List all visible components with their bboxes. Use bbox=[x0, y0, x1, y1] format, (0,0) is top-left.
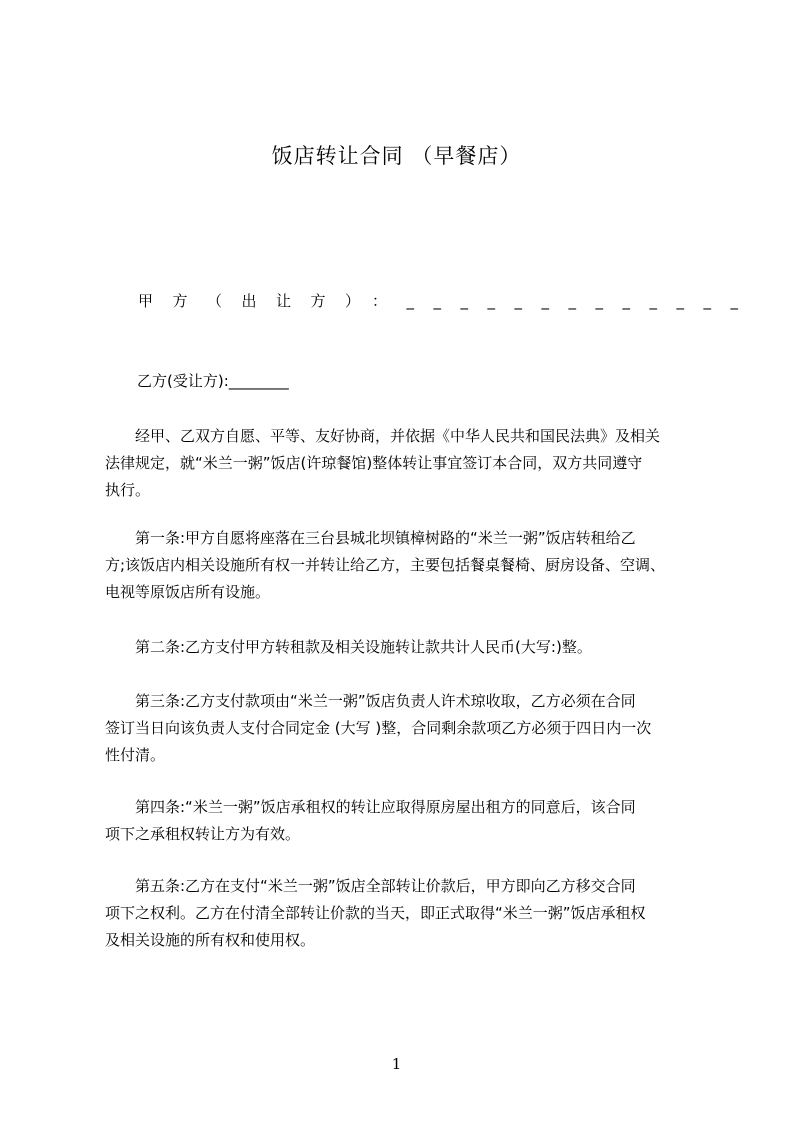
paragraph-article-5 bbox=[105, 873, 705, 954]
text-line: 项下之权利。乙方在付清全部转让价款的当天，即正式取得“米兰一粥”饭店承租权 bbox=[105, 904, 646, 922]
text-line: 执行。 bbox=[105, 481, 151, 499]
paragraph-article-3 bbox=[105, 688, 705, 769]
paragraph-article-1 bbox=[105, 525, 705, 606]
document-title: 饭店转让合同 （早餐店） bbox=[271, 144, 522, 168]
text-line: 第二条:乙方支付甲方转租款及相关设施转让款共计人民币(大写:)整。 bbox=[105, 638, 592, 656]
paragraph-preamble bbox=[105, 423, 705, 504]
text-line: 第一条:甲方自愿将座落在三台县城北坝镇樟树路的“米兰一粥”饭店转租给乙 bbox=[105, 529, 636, 547]
text-line: 性付清。 bbox=[105, 746, 166, 764]
text-line: 方;该饭店内相关设施所有权一并转让给乙方，主要包括餐桌餐椅、厨房设备、空调、 bbox=[105, 556, 666, 574]
paragraph-article-2 bbox=[105, 634, 705, 661]
paragraph-article-4 bbox=[105, 794, 705, 848]
text-line: 第五条:乙方在支付“米兰一粥”饭店全部转让价款后，甲方即向乙方移交合同 bbox=[105, 877, 636, 895]
text-line: 项下之承租权转让方为有效。 bbox=[105, 825, 301, 843]
party-b-line: 乙方(受让方):________ bbox=[137, 372, 289, 390]
text-line: 电视等原饭店所有设施。 bbox=[105, 583, 271, 601]
text-line: 第四条:“米兰一粥”饭店承租权的转让应取得原房屋出租方的同意后，该合同 bbox=[105, 798, 636, 816]
page-number: 1 bbox=[391, 1055, 402, 1073]
text-line: 签订当日向该负责人支付合同定金 (大写 )整，合同剩余款项乙方必须于四日内一次 bbox=[105, 719, 652, 737]
text-line: 及相关设施的所有权和使用权。 bbox=[105, 931, 316, 949]
text-line: 经甲、乙双方自愿、平等、友好协商，并依据《中华人民共和国民法典》及相关 bbox=[105, 427, 661, 445]
text-line: 法律规定，就“米兰一粥”饭店(许琼餐馆)整体转让事宜签订本合同，双方共同遵守 bbox=[105, 454, 643, 472]
text-line: 第三条:乙方支付款项由“米兰一粥”饭店负责人许术琼收取，乙方必须在合同 bbox=[105, 692, 636, 710]
party-a-line: 甲方（出让方）：_____________ bbox=[138, 292, 758, 310]
